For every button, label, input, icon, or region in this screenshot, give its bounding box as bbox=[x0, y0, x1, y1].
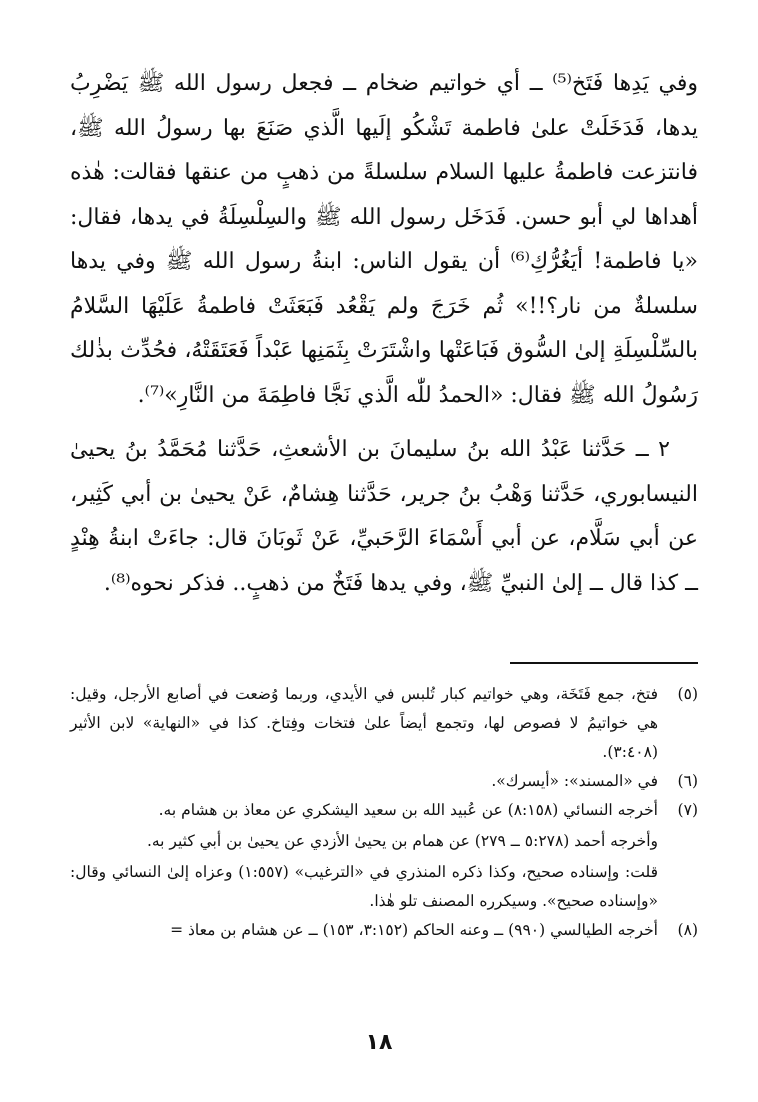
footnote-5 bbox=[70, 680, 698, 767]
footnote-paragraph: في «المسند»: «أيسرك». bbox=[491, 772, 658, 790]
main-text bbox=[70, 62, 698, 606]
hadith-paragraph: ٢ ــ حَدَّثنا عَبْدُ الله بنُ سليمانَ بن الأشعثِ، حَدَّثنا مُحَمَّدُ بنُ يحيىٰ النيسابوري، حَدَّثنا وَهْبُ بنُ جرير، حَدَّثنا هِشامٌ، عَنْ يحيىٰ بن أبي كَثِير، عن أبي سَلَّام، عن أبي أَسْمَاءَ الرَّحَبيِّ، عَنْ ثَوبَانَ قال: جاءَتْ ابنةُ هِنْدٍ ــ كذا قال ــ إلىٰ النبيِّ ﷺ، وفي يدها فَتَخٌ من ذهبٍ.. فذكر نحوه⁽⁸⁾. bbox=[70, 437, 698, 596]
footnote-paragraph: أخرجه النسائي (٨:١٥٨) عن عُبيد الله بن سعيد اليشكري عن معاذ بن هشام به. bbox=[158, 801, 658, 819]
narration-paragraph: وفي يَدِها فَتَخ⁽⁵⁾ ــ أي خواتيم ضخام ــ فجعل رسول الله ﷺ يَضْرِبُ يدها، فَدَخَلَتْ علىٰ فاطمة تَشْكُو إلَيها الَّذي صَنَعَ بها رسولُ الله ﷺ، فانتزعت فاطمةُ عليها السلام سلسلةً من ذهبٍ من عنقها فقالت: هٰذه أهداها لي أبو حسن. فَدَخَل رسول الله ﷺ والسِلْسِلَةُ في يدها، فقال: «يا فاطمة! أيَغُرُّكِ⁽⁶⁾ أن يقول الناس: ابنةُ رسول الله ﷺ وفي يدها سلسلةٌ من نار؟!!» ثُم خَرَجَ ولم يَقْعُد فَبَعَثَتْ فاطمةُ عَلَيْهَا السَّلامُ بالسِّلْسِلَةِ إلىٰ السُّوق فَبَاعَتْها واشْتَرَتْ بِثَمَنِها عَبْداً فَعَتَقَتْهُ، فحُدِّث بذٰلك رَسُولُ الله ﷺ فقال: «الحمدُ للّٰه الَّذي نَجَّا فاطِمَةَ من النَّارِ»⁽⁷⁾. bbox=[70, 71, 699, 408]
footnote-text bbox=[70, 767, 658, 796]
footnote-7 bbox=[70, 796, 698, 916]
footnote-text bbox=[70, 916, 658, 945]
footnote-paragraph: قلت: وإسناده صحيح، وكذا ذكره المنذري في «الترغيب» (١:٥٥٧) وعزاه إلىٰ النسائي وقال: «وإسناده صحيح». وسيكرره المصنف تلو هٰذا. bbox=[70, 863, 658, 910]
footnote-text bbox=[70, 796, 658, 916]
footnote-number: (٥) bbox=[677, 685, 698, 703]
footnote-number: (٦) bbox=[677, 772, 698, 790]
footnote-separator bbox=[510, 662, 698, 664]
footnote-number: (٨) bbox=[677, 921, 698, 939]
footnote-number: (٧) bbox=[677, 801, 698, 819]
page-number: ١٨ bbox=[365, 1030, 393, 1055]
footnote-text bbox=[70, 680, 658, 767]
footnote-paragraph: وأخرجه أحمد (٥:٢٧٨ ــ ٢٧٩) عن همام بن يحيىٰ الأزدي عن يحيىٰ بن أبي كثير به. bbox=[146, 832, 658, 850]
footnotes bbox=[70, 680, 698, 945]
footnote-8 bbox=[70, 916, 698, 945]
footnote-paragraph: أخرجه الطيالسي (٩٩٠) ــ وعنه الحاكم (٣:١٥٢، ١٥٣) ــ عن هشام بن معاذ = bbox=[170, 921, 658, 939]
footnote-6 bbox=[70, 767, 698, 796]
footnote-paragraph: فتخ، جمع فَتَخَة، وهي خواتيم كبار تُلبس في الأيدي، وربما وُضعت في أصابع الأرجل، وقيل: هي خواتيمُ لا فصوص لها، وتجمع أيضاً علىٰ فتخات وفِتاخ. كذا في «النهاية» لابن الأثير (٣:٤٠٨). bbox=[70, 685, 658, 761]
